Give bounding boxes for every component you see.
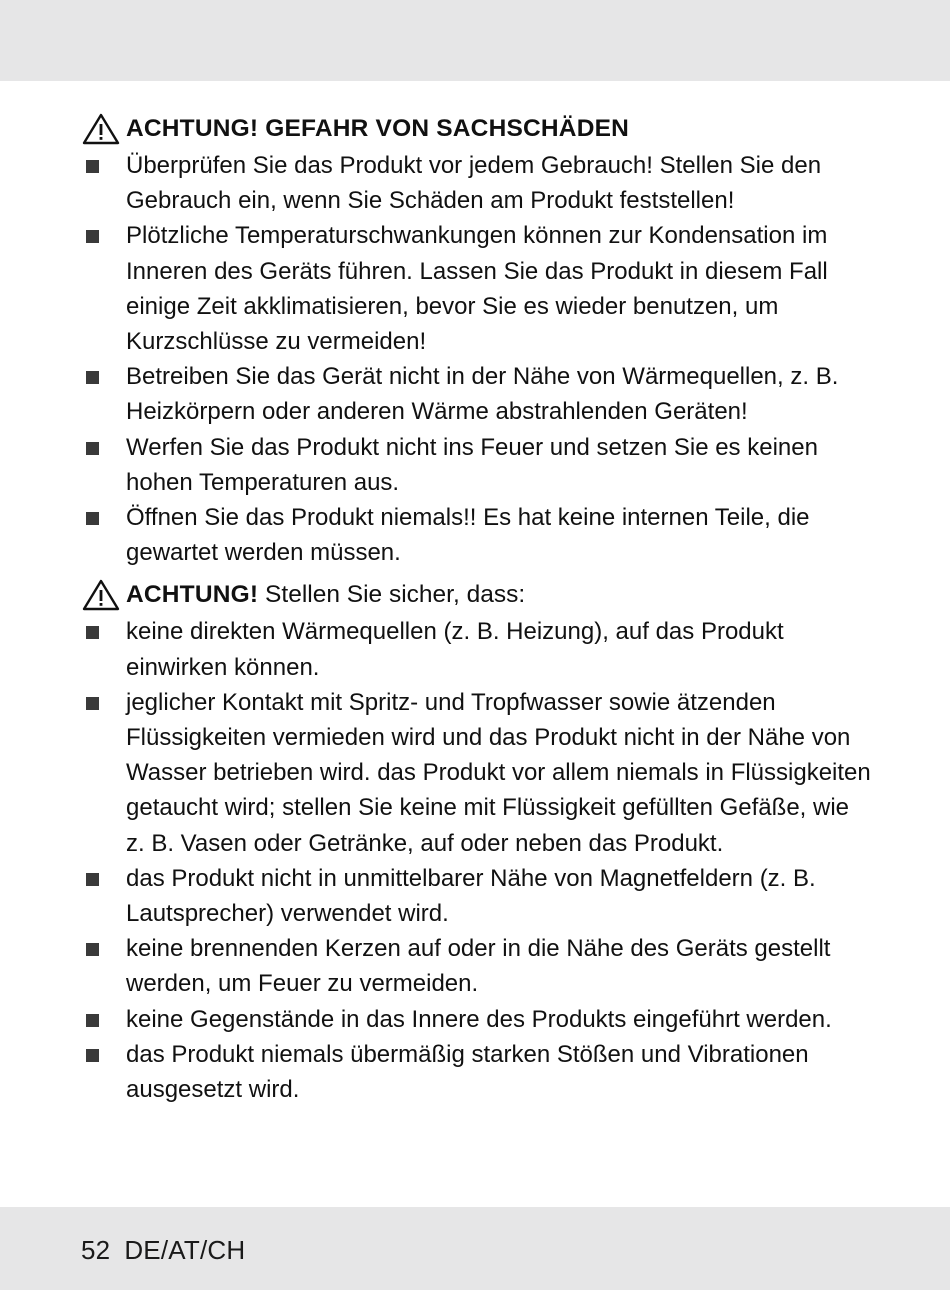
list-item-text: jeglicher Kontakt mit Spritz- und Tropfwasser sowie ätzenden Flüssigkeiten vermieden wird und das Produkt nicht in der Nähe von Wasser betrieben wird. das Produkt vor allem niemals in Flüssigkeiten getaucht wird; stellen Sie keine mit Flüssigkeit gefüllten Gefäße, wie z. B. Vasen oder Getränke, auf oder neben das Produkt. xyxy=(126,688,871,857)
list-item-text: keine direkten Wärmequellen (z. B. Heizung), auf das Produkt einwirken können. xyxy=(126,618,784,681)
list-item-text: Öffnen Sie das Produkt niemals!! Es hat keine internen Teile, die gewartet werden müssen. xyxy=(126,504,810,567)
square-bullet-icon xyxy=(86,626,99,639)
square-bullet-icon xyxy=(86,1049,99,1062)
list-item xyxy=(81,148,871,218)
language-code: DE/AT/CH xyxy=(124,1235,246,1265)
page-footer xyxy=(81,1232,245,1268)
square-bullet-icon xyxy=(86,697,99,710)
bullet-list xyxy=(81,614,871,1107)
list-item-text: Werfen Sie das Produkt nicht ins Feuer und setzen Sie es keinen hohen Temperaturen aus. xyxy=(126,433,818,496)
list-item xyxy=(81,1037,871,1107)
list-item xyxy=(81,1002,871,1037)
list-item-text: das Produkt nicht in unmittelbarer Nähe von Magnetfeldern (z. B. Lautsprecher) verwendet wird. xyxy=(126,864,816,928)
square-bullet-icon xyxy=(86,442,99,455)
heading-normal-text: Stellen Sie sicher, dass: xyxy=(258,581,526,609)
square-bullet-icon xyxy=(86,160,99,173)
heading-bold-text: ACHTUNG! GEFAHR VON SACHSCHÄDEN xyxy=(126,115,630,142)
list-item xyxy=(81,218,871,359)
header-band xyxy=(0,0,950,81)
list-item-text: keine brennenden Kerzen auf oder in die Nähe des Geräts gestellt werden, um Feuer zu vermeiden. xyxy=(126,935,831,998)
square-bullet-icon xyxy=(86,873,99,886)
list-item-text: Betreiben Sie das Gerät nicht in der Nähe von Wärmequellen, z. B. Heizkörpern oder anderen Wärme abstrahlenden Geräten! xyxy=(126,363,839,426)
warning-triangle-icon xyxy=(82,579,120,611)
warning-triangle-icon xyxy=(82,113,120,145)
heading-bold-text: ACHTUNG! xyxy=(126,581,259,609)
list-item xyxy=(81,685,871,861)
bullet-list xyxy=(81,148,871,570)
section-ensure-that xyxy=(81,576,871,1107)
list-item xyxy=(81,931,871,1001)
square-bullet-icon xyxy=(86,230,99,243)
square-bullet-icon xyxy=(86,512,99,525)
list-item xyxy=(81,500,871,570)
page-content xyxy=(81,110,871,1113)
section-property-damage xyxy=(81,110,871,570)
square-bullet-icon xyxy=(86,371,99,384)
square-bullet-icon xyxy=(86,943,99,956)
square-bullet-icon xyxy=(86,1014,99,1027)
list-item-text: keine Gegenstände in das Innere des Produkts eingeführt werden. xyxy=(126,1005,832,1033)
list-item-text: Überprüfen Sie das Produkt vor jedem Gebrauch! Stellen Sie den Gebrauch ein, wenn Sie Schäden am Produkt feststellen! xyxy=(126,152,822,215)
page-number: 52 xyxy=(81,1235,111,1265)
list-item xyxy=(81,430,871,500)
list-item-text: Plötzliche Temperaturschwankungen können zur Kondensation im Inneren des Geräts führen. Lassen Sie das Produkt in diesem Fall einige Zeit akklimatisieren, bevor Sie es wieder benutzen, um Kurzschlüsse zu vermeiden! xyxy=(126,222,828,356)
list-item-text: das Produkt niemals übermäßig starken Stößen und Vibrationen ausgesetzt wird. xyxy=(126,1040,809,1104)
section-heading xyxy=(81,110,871,148)
list-item xyxy=(81,614,871,684)
list-item xyxy=(81,861,871,931)
list-item xyxy=(81,359,871,429)
section-heading xyxy=(81,576,871,614)
